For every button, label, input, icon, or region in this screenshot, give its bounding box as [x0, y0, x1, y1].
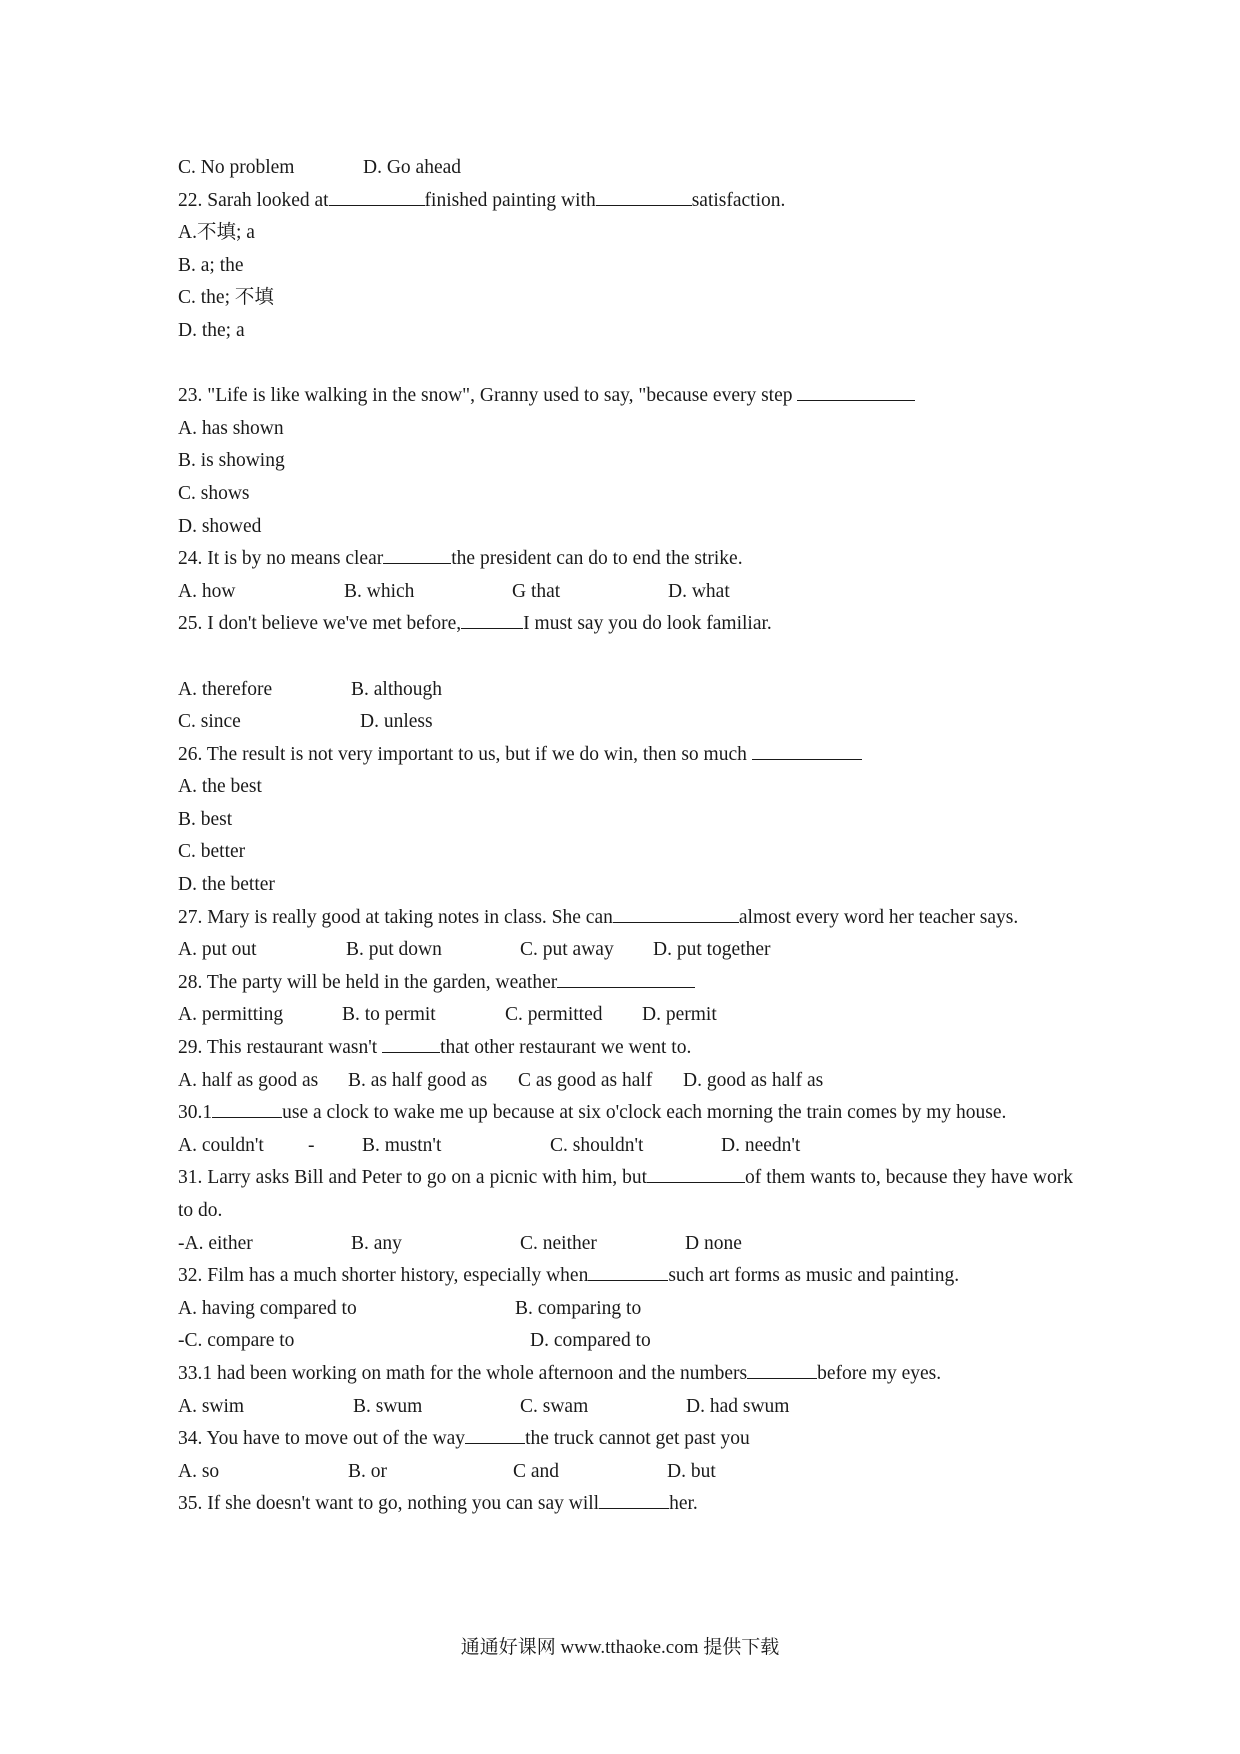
- stem-text: I must say you do look familiar.: [523, 613, 772, 635]
- question-stem: [178, 1260, 1073, 1293]
- stem-text: 32. Film has a much shorter history, especially when: [178, 1265, 589, 1287]
- blank-line: [178, 348, 1073, 381]
- option-text: B. best: [178, 808, 233, 830]
- answer-option: A. having compared to: [178, 1297, 357, 1319]
- answer-option: [178, 771, 1073, 804]
- fill-in-blank: [383, 543, 451, 564]
- answer-option: [178, 282, 1073, 315]
- option-text: A. the best: [178, 776, 262, 798]
- fill-in-blank: [465, 1423, 525, 1444]
- question-stem: [178, 739, 1073, 772]
- answer-options-row: [178, 999, 1073, 1032]
- fill-in-blank: [461, 608, 523, 629]
- answer-option: D. good as half as: [683, 1069, 824, 1091]
- question-stem: [178, 967, 1073, 1000]
- answer-option: C. since: [178, 711, 241, 733]
- answer-option: D. unless: [360, 711, 433, 733]
- answer-options-row: [178, 934, 1073, 967]
- answer-option: B. to permit: [342, 1004, 436, 1026]
- answer-option: B. or: [348, 1460, 387, 1482]
- fill-in-blank: [557, 967, 695, 988]
- fill-in-blank: [647, 1162, 745, 1183]
- answer-option: A. how: [178, 580, 236, 602]
- question-stem: [178, 380, 1073, 413]
- option-text: A.不填; a: [178, 222, 255, 244]
- option-text: C. the; 不填: [178, 287, 274, 309]
- answer-option: A. half as good as: [178, 1069, 319, 1091]
- answer-options-row: [178, 1130, 1073, 1163]
- question-stem: [178, 1032, 1073, 1065]
- answer-options-row: [178, 1065, 1073, 1098]
- question-stem: [178, 1358, 1073, 1391]
- answer-option: B. comparing to: [515, 1297, 642, 1319]
- stem-text: 24. It is by no means clear: [178, 548, 384, 570]
- answer-options-row: [178, 674, 1073, 707]
- blank-line: [178, 641, 1073, 674]
- question-stem: [178, 902, 1073, 935]
- answer-option: [178, 413, 1073, 446]
- fill-in-blank: [382, 1032, 440, 1053]
- answer-option: D. put together: [653, 939, 771, 961]
- answer-option: B. as half good as: [348, 1069, 488, 1091]
- stem-text: 30.1: [178, 1102, 213, 1124]
- answer-option: D. needn't: [721, 1134, 801, 1156]
- answer-options-row: [178, 152, 1073, 185]
- option-text: A. has shown: [178, 417, 284, 439]
- fill-in-blank: [329, 185, 425, 206]
- stem-text: almost every word her teacher says.: [738, 906, 1019, 928]
- fill-in-blank: [599, 1488, 669, 1509]
- option-text: C. better: [178, 841, 246, 863]
- answer-option: -A. either: [178, 1232, 253, 1254]
- option-text: D. showed: [178, 515, 262, 537]
- answer-option: A. permitting: [178, 1004, 284, 1026]
- answer-option: B. put down: [346, 939, 442, 961]
- answer-option: A. couldn't: [178, 1134, 264, 1156]
- answer-option: [178, 511, 1073, 544]
- answer-option: A. swim: [178, 1395, 245, 1417]
- answer-option: C. shouldn't: [550, 1134, 644, 1156]
- answer-option: C. put away: [520, 939, 614, 961]
- answer-option: C. swam: [520, 1395, 589, 1417]
- answer-option: C. permitted: [505, 1004, 603, 1026]
- answer-options-row: [178, 706, 1073, 739]
- stem-text: 35. If she doesn't want to go, nothing you can say will: [178, 1493, 600, 1515]
- answer-option: D. Go ahead: [363, 157, 462, 178]
- stem-text: before my eyes.: [817, 1362, 942, 1384]
- stem-text: finished painting with: [424, 189, 596, 211]
- question-stem: [178, 1162, 1073, 1227]
- answer-options-row: [178, 1293, 1073, 1326]
- stem-text: 23. "Life is like walking in the snow", Granny used to say, "because every step: [178, 385, 798, 407]
- answer-option: A. put out: [178, 939, 257, 961]
- answer-options-row: [178, 1391, 1073, 1424]
- answer-option: [178, 445, 1073, 478]
- answer-option: A. so: [178, 1460, 220, 1482]
- answer-option: [178, 315, 1073, 348]
- answer-option: C. neither: [520, 1232, 597, 1254]
- answer-options-row: [178, 1456, 1073, 1489]
- answer-option: C and: [513, 1460, 560, 1482]
- option-text: B. a; the: [178, 254, 244, 276]
- stem-text: the truck cannot get past you: [525, 1428, 750, 1450]
- answer-option: A. therefore: [178, 678, 273, 700]
- question-stem: [178, 543, 1073, 576]
- answer-options-row: [178, 1228, 1073, 1261]
- stem-text: of them wants to, because they have work to do.: [178, 1167, 1073, 1221]
- answer-option: B. any: [351, 1232, 402, 1254]
- fill-in-blank: [212, 1097, 282, 1118]
- answer-option: -C. compare to: [178, 1330, 295, 1352]
- answer-option: [178, 478, 1073, 511]
- question-stem: [178, 608, 1073, 641]
- fill-in-blank: [747, 1358, 817, 1379]
- answer-option: B. mustn't: [362, 1134, 442, 1156]
- question-stem: [178, 1488, 1073, 1521]
- stem-text: the president can do to end the strike.: [451, 548, 743, 570]
- answer-option: D. had swum: [686, 1395, 790, 1417]
- stem-text: 25. I don't believe we've met before,: [178, 613, 462, 635]
- answer-option: [178, 217, 1073, 250]
- stem-text: 29. This restaurant wasn't: [178, 1037, 383, 1059]
- option-text: B. is showing: [178, 450, 285, 472]
- stem-text: her.: [669, 1493, 698, 1515]
- answer-option: D. but: [667, 1460, 716, 1482]
- option-text: C. shows: [178, 482, 250, 504]
- fill-in-blank: [588, 1260, 668, 1281]
- answer-option: D. what: [668, 580, 730, 602]
- option-text: D. the better: [178, 874, 275, 896]
- answer-option: [178, 250, 1073, 283]
- question-stem: [178, 1423, 1073, 1456]
- answer-option: G that: [512, 580, 561, 602]
- fill-in-blank: [752, 739, 862, 760]
- stem-text: 26. The result is not very important to us, but if we do win, then so much: [178, 743, 752, 765]
- answer-option: [178, 836, 1073, 869]
- answer-option: C. No problem: [178, 157, 295, 178]
- stem-text: 31. Larry asks Bill and Peter to go on a picnic with him, but: [178, 1167, 648, 1189]
- fill-in-blank: [613, 902, 739, 923]
- stem-text: such art forms as music and painting.: [668, 1265, 960, 1287]
- answer-option: D none: [685, 1232, 742, 1254]
- question-stem: [178, 185, 1073, 218]
- answer-option: [178, 804, 1073, 837]
- answer-option: B. which: [344, 580, 415, 602]
- answer-option: B. although: [351, 678, 442, 700]
- question-list: [178, 152, 1073, 1521]
- option-text: D. the; a: [178, 319, 245, 341]
- answer-option: D. permit: [642, 1004, 717, 1026]
- stem-text: that other restaurant we went to.: [440, 1037, 692, 1059]
- stem-text: 27. Mary is really good at taking notes in class. She can: [178, 906, 613, 928]
- stem-text: use a clock to wake me up because at six o'clock each morning the train comes by my house.: [282, 1102, 1007, 1124]
- answer-options-row: [178, 1325, 1073, 1358]
- fill-in-blank: [596, 185, 692, 206]
- answer-option: C as good as half: [518, 1069, 653, 1091]
- page-footer: 通通好课网 www.tthaoke.com 提供下载: [460, 1637, 780, 1658]
- fill-in-blank: [797, 380, 915, 401]
- stem-text: 22. Sarah looked at: [178, 189, 329, 211]
- answer-options-row: [178, 576, 1073, 609]
- stem-text: 34. You have to move out of the way: [178, 1428, 466, 1450]
- answer-option: B. swum: [353, 1395, 423, 1417]
- answer-option: D. compared to: [530, 1330, 651, 1352]
- stem-text: 28. The party will be held in the garden, weather: [178, 971, 558, 993]
- answer-option: [178, 869, 1073, 902]
- stem-text: satisfaction.: [691, 189, 786, 211]
- stem-text: 33.1 had been working on math for the whole afternoon and the numbers: [178, 1362, 748, 1384]
- stray-mark: -: [308, 1134, 315, 1156]
